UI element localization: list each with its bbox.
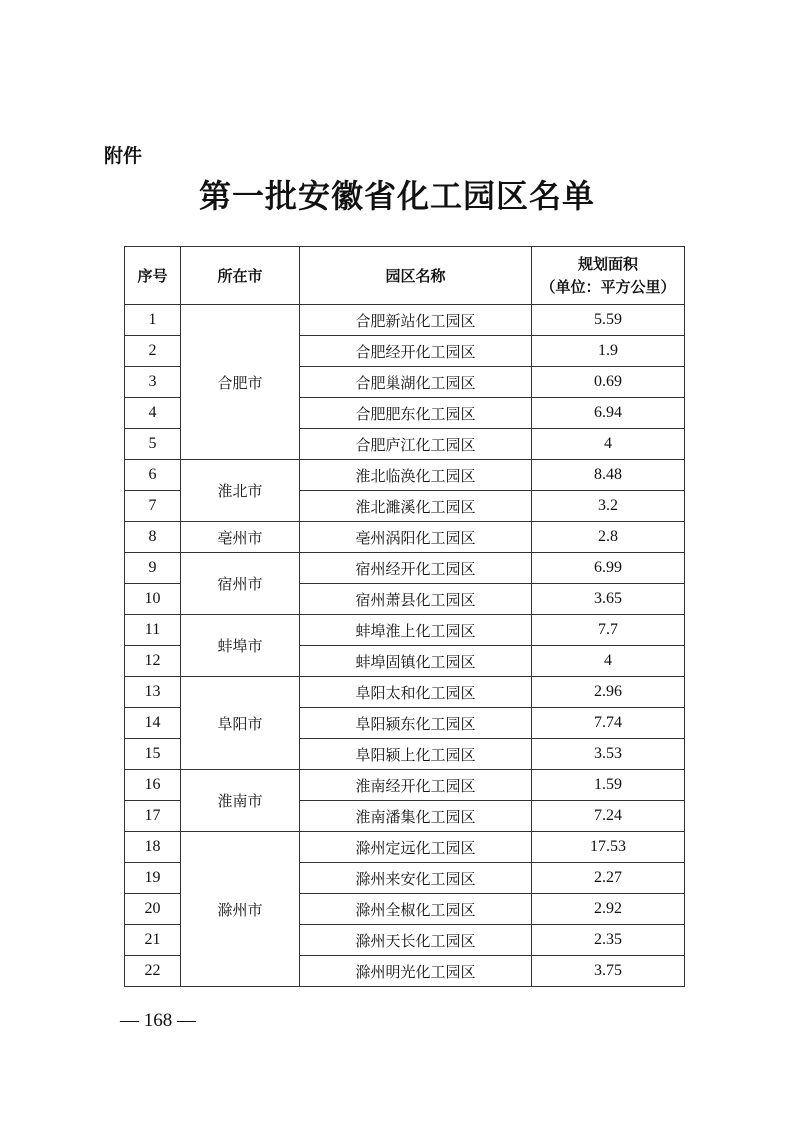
cell-city: 淮南市	[181, 770, 300, 832]
header-city: 所在市	[181, 247, 300, 305]
cell-index: 4	[125, 398, 181, 429]
cell-park-name: 淮南经开化工园区	[300, 770, 532, 801]
attachment-label: 附件	[104, 145, 143, 167]
table-row	[125, 305, 685, 336]
cell-index: 10	[125, 584, 181, 615]
cell-index: 12	[125, 646, 181, 677]
cell-index: 19	[125, 863, 181, 894]
cell-index: 1	[125, 305, 181, 336]
cell-park-name: 合肥庐江化工园区	[300, 429, 532, 460]
table-row	[125, 770, 685, 801]
cell-index: 18	[125, 832, 181, 863]
cell-city: 合肥市	[181, 305, 300, 460]
cell-city: 亳州市	[181, 522, 300, 553]
cell-index: 11	[125, 615, 181, 646]
cell-city: 蚌埠市	[181, 615, 300, 677]
cell-city: 滁州市	[181, 832, 300, 987]
cell-index: 6	[125, 460, 181, 491]
cell-park-name: 滁州明光化工园区	[300, 956, 532, 987]
cell-park-name: 合肥经开化工园区	[300, 336, 532, 367]
cell-park-name: 淮南潘集化工园区	[300, 801, 532, 832]
cell-index: 17	[125, 801, 181, 832]
cell-index: 5	[125, 429, 181, 460]
cell-area: 3.53	[532, 739, 685, 770]
cell-area: 2.8	[532, 522, 685, 553]
cell-city: 宿州市	[181, 553, 300, 615]
header-area-unit: （单位：平方公里）	[540, 277, 676, 296]
cell-area: 7.7	[532, 615, 685, 646]
chemical-park-table	[124, 246, 685, 987]
cell-index: 15	[125, 739, 181, 770]
cell-index: 8	[125, 522, 181, 553]
cell-park-name: 亳州涡阳化工园区	[300, 522, 532, 553]
table-header-row	[125, 247, 685, 305]
cell-park-name: 合肥新站化工园区	[300, 305, 532, 336]
cell-area: 6.94	[532, 398, 685, 429]
cell-park-name: 阜阳颍东化工园区	[300, 708, 532, 739]
cell-area: 8.48	[532, 460, 685, 491]
cell-index: 13	[125, 677, 181, 708]
cell-index: 14	[125, 708, 181, 739]
cell-area: 3.75	[532, 956, 685, 987]
cell-park-name: 宿州经开化工园区	[300, 553, 532, 584]
header-planned-area	[532, 247, 685, 305]
cell-park-name: 滁州天长化工园区	[300, 925, 532, 956]
cell-index: 20	[125, 894, 181, 925]
page-title: 第一批安徽省化工园区名单	[198, 177, 595, 215]
cell-area: 1.59	[532, 770, 685, 801]
header-index: 序号	[125, 247, 181, 305]
cell-area: 2.96	[532, 677, 685, 708]
cell-area: 3.2	[532, 491, 685, 522]
cell-park-name: 淮北濉溪化工园区	[300, 491, 532, 522]
cell-area: 2.27	[532, 863, 685, 894]
cell-park-name: 合肥肥东化工园区	[300, 398, 532, 429]
page-number: — 168 —	[120, 1010, 196, 1031]
cell-park-name: 合肥巢湖化工园区	[300, 367, 532, 398]
cell-area: 2.92	[532, 894, 685, 925]
cell-area: 7.74	[532, 708, 685, 739]
cell-park-name: 蚌埠固镇化工园区	[300, 646, 532, 677]
table-row	[125, 832, 685, 863]
cell-index: 2	[125, 336, 181, 367]
cell-park-name: 宿州萧县化工园区	[300, 584, 532, 615]
cell-area: 1.9	[532, 336, 685, 367]
header-park-name: 园区名称	[300, 247, 532, 305]
cell-area: 3.65	[532, 584, 685, 615]
cell-index: 16	[125, 770, 181, 801]
table-row	[125, 677, 685, 708]
cell-area: 4	[532, 429, 685, 460]
cell-park-name: 滁州来安化工园区	[300, 863, 532, 894]
header-area-label: 规划面积	[577, 254, 638, 273]
cell-area: 2.35	[532, 925, 685, 956]
table-row	[125, 522, 685, 553]
cell-index: 3	[125, 367, 181, 398]
table-row	[125, 553, 685, 584]
cell-park-name: 滁州全椒化工园区	[300, 894, 532, 925]
cell-area: 5.59	[532, 305, 685, 336]
cell-city: 淮北市	[181, 460, 300, 522]
cell-park-name: 阜阳太和化工园区	[300, 677, 532, 708]
cell-area: 17.53	[532, 832, 685, 863]
cell-park-name: 蚌埠淮上化工园区	[300, 615, 532, 646]
cell-area: 4	[532, 646, 685, 677]
cell-city: 阜阳市	[181, 677, 300, 770]
cell-index: 7	[125, 491, 181, 522]
cell-park-name: 滁州定远化工园区	[300, 832, 532, 863]
table-row	[125, 615, 685, 646]
cell-index: 9	[125, 553, 181, 584]
cell-area: 6.99	[532, 553, 685, 584]
cell-index: 21	[125, 925, 181, 956]
cell-index: 22	[125, 956, 181, 987]
cell-area: 7.24	[532, 801, 685, 832]
cell-area: 0.69	[532, 367, 685, 398]
cell-park-name: 淮北临涣化工园区	[300, 460, 532, 491]
table-row	[125, 460, 685, 491]
cell-park-name: 阜阳颍上化工园区	[300, 739, 532, 770]
